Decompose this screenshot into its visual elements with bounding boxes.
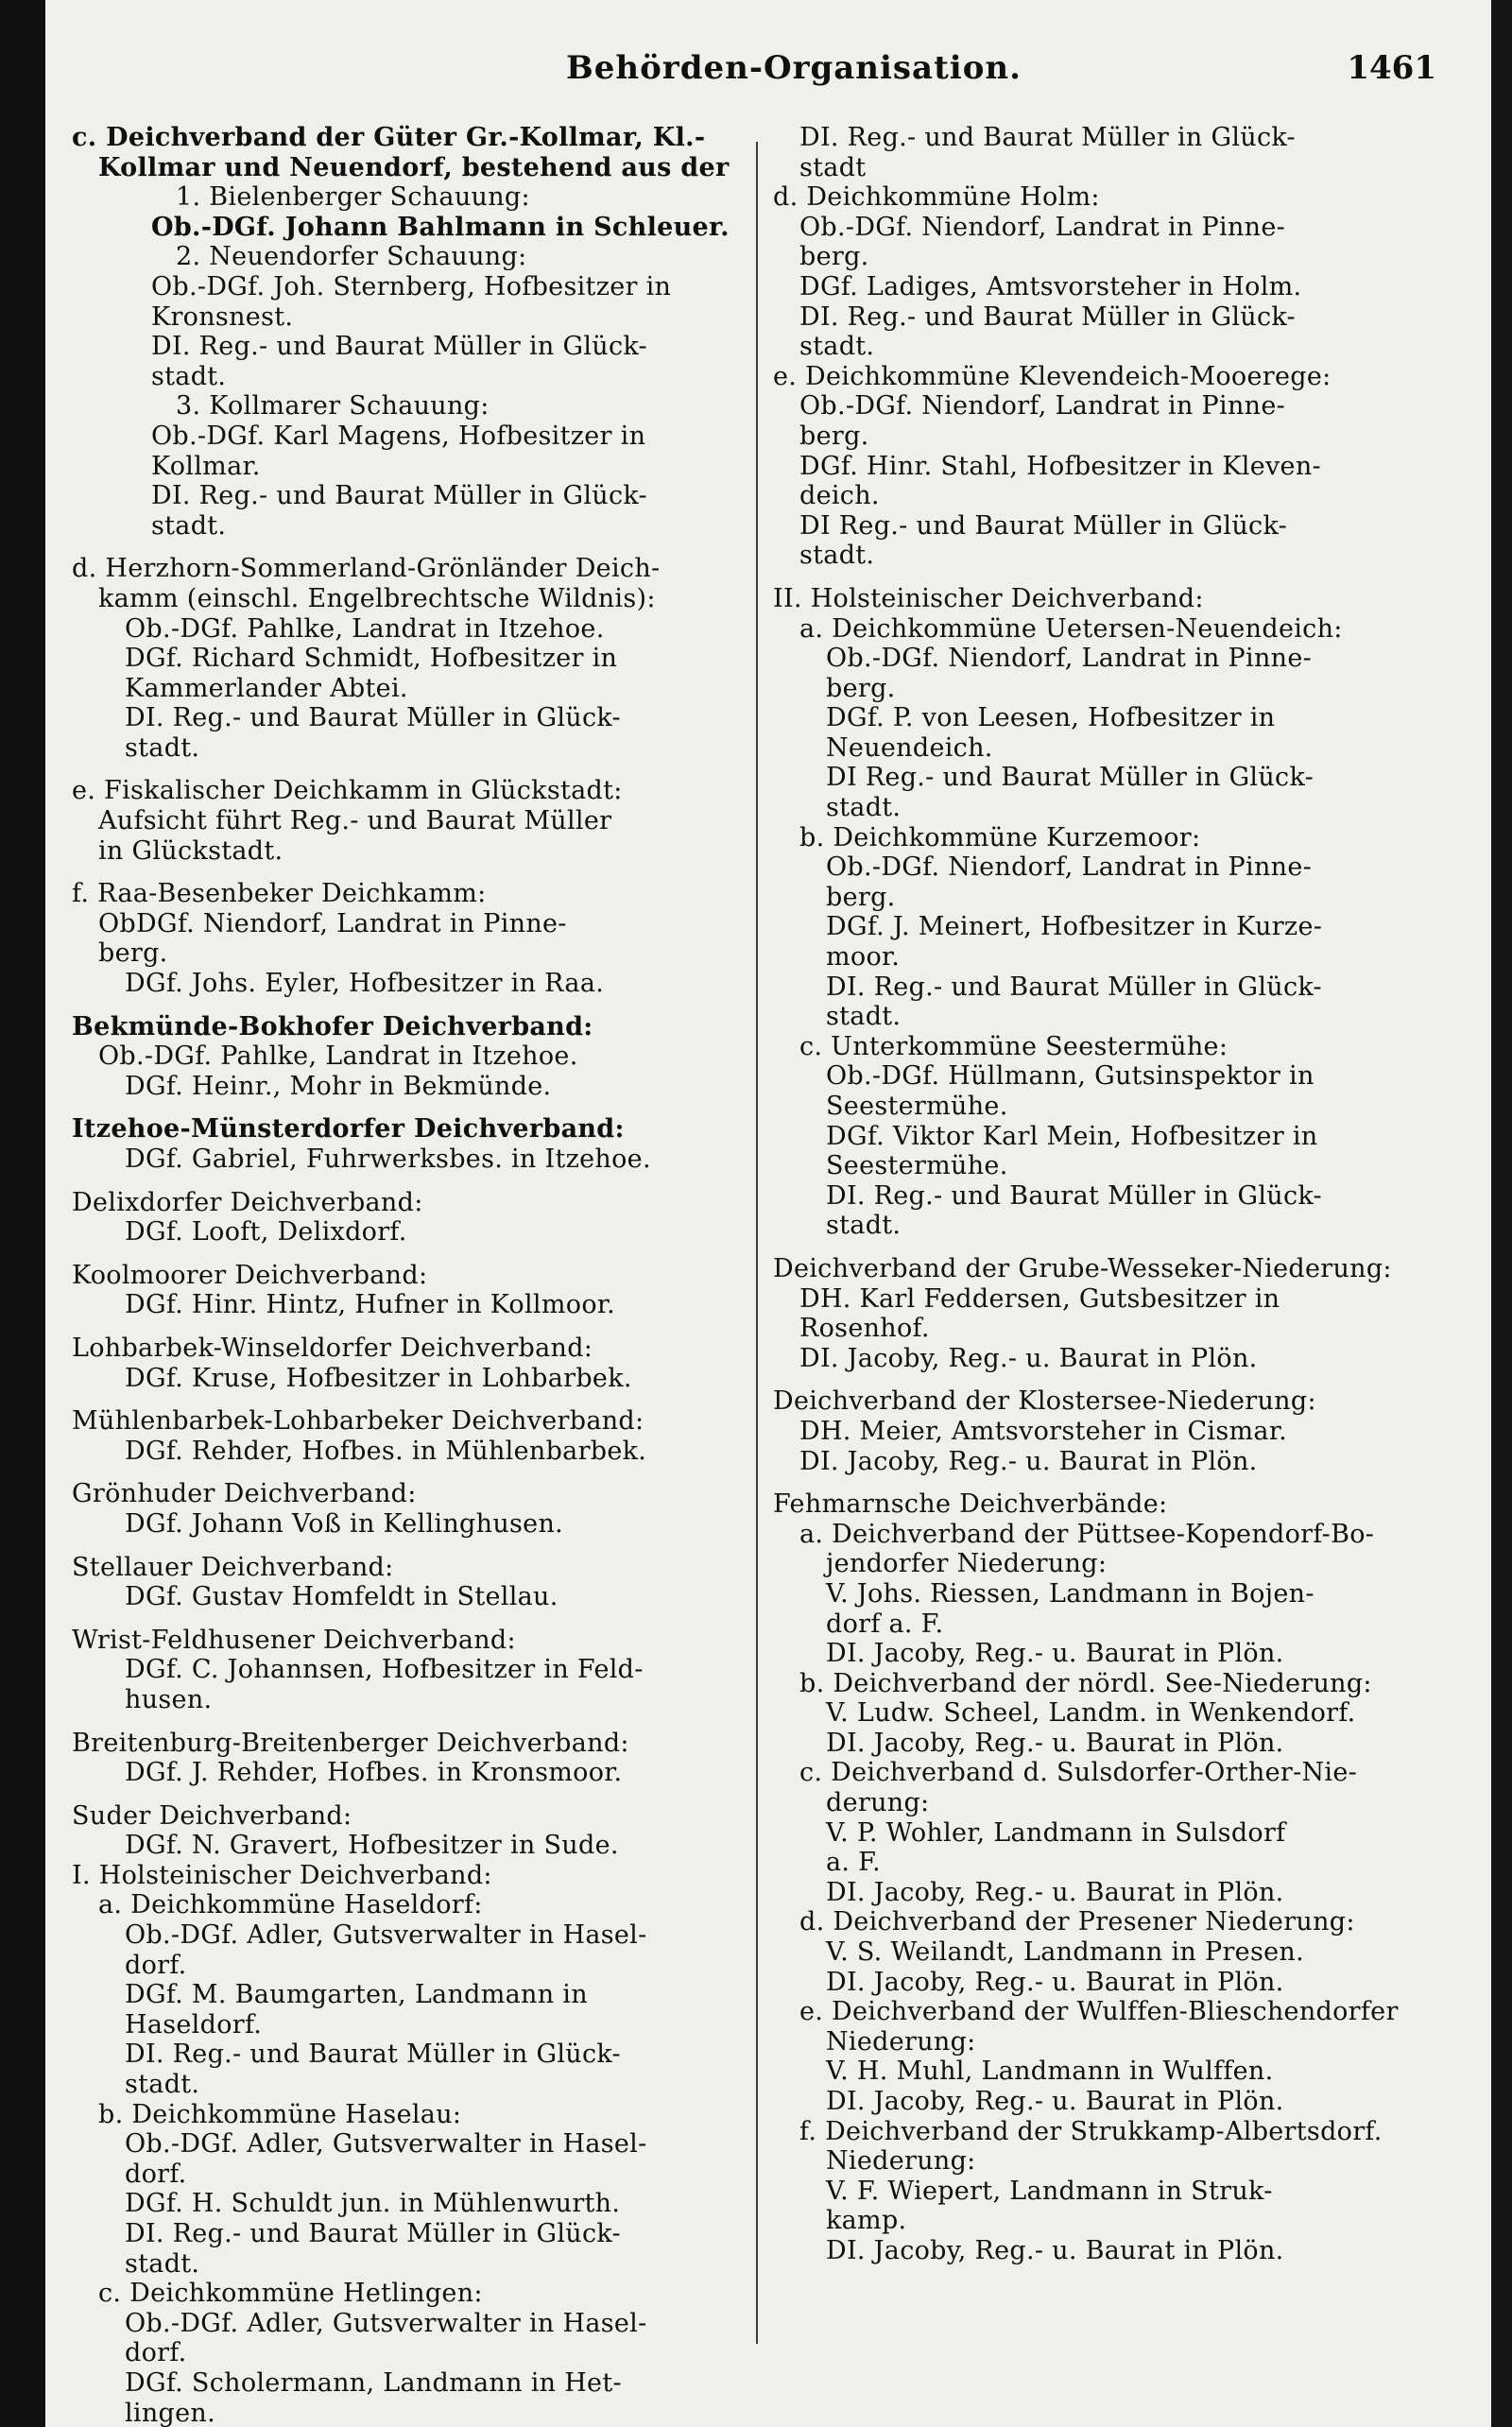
text-line: Breitenburg-Breitenberger Deichverband:	[72, 1728, 629, 1758]
text-line: DGf. Looft, Delixdorf.	[125, 1217, 407, 1248]
text-line: DGf. N. Gravert, Hofbesitzer in Sude.	[125, 1831, 619, 1861]
text-line: dorf a. F.	[826, 1609, 944, 1639]
line-spacer	[72, 1393, 743, 1406]
text-line: DI. Reg.- und Baurat Müller in Glück-	[799, 123, 1296, 152]
text-line: dorf.	[125, 1950, 187, 1980]
text-line: Ob.-DGf. Joh. Sternberg, Hofbesitzer in	[151, 271, 672, 301]
text-line: lingen.	[125, 2398, 215, 2427]
text-line: husen.	[125, 1684, 213, 1714]
text-line: DGf. Kruse, Hofbesitzer in Lohbarbek.	[125, 1363, 632, 1393]
text-line: Niederung:	[826, 2146, 976, 2177]
text-line: Ob.-DGf. Hüllmann, Gutsinspektor in	[826, 1061, 1314, 1092]
text-line: Suder Deichverband:	[72, 1800, 352, 1831]
text-line: DGf. Heinr., Mohr in Bekmünde.	[125, 1071, 552, 1101]
text-line: Ob.-DGf. Pahlke, Landrat in Itzehoe.	[98, 1041, 578, 1072]
scan-edge-right	[1491, 0, 1512, 2427]
line-spacer	[72, 1101, 743, 1114]
text-line: jendorfer Niederung:	[826, 1549, 1108, 1579]
text-line: Itzehoe-Münsterdorfer Deichverband:	[72, 1114, 625, 1145]
text-line: DH. Meier, Amtsvorsteher in Cismar.	[799, 1416, 1287, 1446]
text-line: DGf. Hinr. Hintz, Hufner in Kollmoor.	[125, 1290, 615, 1320]
text-line: Lohbarbek-Winseldorfer Deichverband:	[72, 1333, 593, 1363]
text-line: DI. Jacoby, Reg.- u. Baurat in Plön.	[826, 1877, 1284, 1907]
text-line: V. F. Wiepert, Landmann in Struk-	[826, 2176, 1273, 2206]
line-spacer	[773, 1373, 1453, 1386]
text-line: II. Holsteinischer Deichverband:	[773, 583, 1204, 613]
text-line: c. Deichverband der Güter Gr.-Kollmar, Kl.-	[72, 123, 706, 152]
scan-edge-left	[0, 0, 45, 2427]
text-line: DI. Jacoby, Reg.- u. Baurat in Plön.	[826, 1728, 1284, 1758]
page-number: 1461	[1347, 49, 1436, 87]
text-line: Ob.-DGf. Niendorf, Landrat in Pinne-	[826, 852, 1313, 883]
text-line: DI. Reg.- und Baurat Müller in Glück-	[151, 481, 647, 511]
text-line: in Glückstadt.	[98, 835, 284, 866]
text-line: b. Deichkommüne Kurzemoor:	[799, 822, 1201, 852]
text-line: b. Deichverband der nördl. See-Niederung:	[799, 1668, 1372, 1698]
text-line: DGf. Richard Schmidt, Hofbesitzer in	[125, 644, 618, 674]
text-line: DGf. C. Johannsen, Hofbesitzer in Feld-	[125, 1655, 644, 1685]
text-line: Ob.-DGf. Niendorf, Landrat in Pinne-	[799, 391, 1286, 422]
text-line: DGf. J. Rehder, Hofbes. in Kronsmoor.	[125, 1758, 623, 1788]
text-line: V. S. Weilandt, Landmann in Presen.	[826, 1937, 1304, 1968]
text-line: DGf. Gabriel, Fuhrwerksbes. in Itzehoe.	[125, 1145, 651, 1174]
line-spacer	[72, 1540, 743, 1553]
text-line: V. Johs. Riessen, Landmann in Bojen-	[826, 1578, 1314, 1609]
text-line: kamm (einschl. Engelbrechtsche Wildnis):	[98, 583, 656, 613]
text-line: DI. Reg.- und Baurat Müller in Glück-	[125, 2219, 621, 2248]
text-line: d. Deichkommüne Holm:	[773, 182, 1100, 213]
text-line: b. Deichkommüne Haselau:	[98, 2099, 462, 2129]
text-line: Bekmünde-Bokhofer Deichverband:	[72, 1011, 593, 1041]
page-title: Behörden-Organisation.	[566, 49, 1022, 87]
text-line: DI. Jacoby, Reg.- u. Baurat in Plön.	[826, 1967, 1284, 1997]
line-spacer	[72, 1466, 743, 1479]
text-line: Kammerlander Abtei.	[125, 673, 408, 703]
text-line: d. Deichverband der Presener Niederung:	[799, 1907, 1355, 1937]
text-line: stadt.	[151, 361, 227, 391]
line-spacer	[72, 1715, 743, 1729]
left-column	[72, 123, 743, 2427]
line-spacer	[72, 1175, 743, 1188]
text-line: a. F.	[826, 1848, 881, 1878]
text-line: Deichverband der Grube-Wesseker-Niederung:	[773, 1253, 1392, 1283]
text-line: DI. Reg.- und Baurat Müller in Glück-	[151, 332, 647, 362]
text-line: f. Deichverband der Strukkamp-Albertsdorf.	[799, 2116, 1383, 2146]
text-line: Wrist-Feldhusener Deichverband:	[72, 1625, 516, 1655]
text-line: DH. Karl Feddersen, Gutsbesitzer in	[799, 1283, 1280, 1314]
text-line: berg.	[799, 242, 869, 272]
text-line: DI Reg.- und Baurat Müller in Glück-	[799, 510, 1288, 541]
text-line: c. Unterkommüne Seestermühe:	[799, 1031, 1228, 1061]
text-line: e. Deichkommüne Klevendeich-Mooerege:	[773, 361, 1332, 391]
text-line: DGf. J. Meinert, Hofbesitzer in Kurze-	[826, 912, 1323, 942]
text-line: DI. Reg.- und Baurat Müller in Glück-	[826, 1180, 1322, 1211]
text-line: DI. Jacoby, Reg.- u. Baurat in Plön.	[826, 2235, 1284, 2265]
text-line: a. Deichverband der Püttsee-Kopendorf-Bo-	[799, 1519, 1375, 1549]
text-line: Seestermühe.	[826, 1092, 1008, 1121]
text-line: DI. Jacoby, Reg.- u. Baurat in Plön.	[826, 1639, 1284, 1669]
text-line: Ob.-DGf. Karl Magens, Hofbesitzer in	[151, 421, 646, 451]
text-line: Neuendeich.	[826, 732, 993, 763]
text-line: stadt.	[799, 332, 875, 362]
text-line: DGf. Viktor Karl Mein, Hofbesitzer in	[826, 1121, 1318, 1151]
text-line: Ob.-DGf. Niendorf, Landrat in Pinne-	[826, 644, 1313, 674]
right-column	[773, 123, 1453, 2266]
text-line: Kollmar.	[151, 451, 261, 481]
text-line: Ob.-DGf. Johann Bahlmann in Schleuer.	[151, 212, 730, 242]
text-line: DGf. H. Schuldt jun. in Mühlenwurth.	[125, 2189, 621, 2219]
text-line: berg.	[826, 673, 896, 703]
line-spacer	[72, 1248, 743, 1261]
text-line: DI. Reg.- und Baurat Müller in Glück-	[125, 2040, 621, 2070]
text-line: DGf. Hinr. Stahl, Hofbesitzer in Kleven-	[799, 451, 1321, 481]
text-line: Ob.-DGf. Adler, Gutsverwalter in Hasel-	[125, 2129, 647, 2160]
line-spacer	[72, 1320, 743, 1334]
text-line: V. H. Muhl, Landmann in Wulffen.	[826, 2057, 1274, 2087]
text-line: Koolmoorer Deichverband:	[72, 1260, 428, 1290]
text-line: DGf. Ladiges, Amtsvorsteher in Holm.	[799, 271, 1302, 301]
text-line: e. Fiskalischer Deichkamm in Glückstadt:	[72, 776, 623, 806]
text-line: a. Deichkommüne Uetersen-Neuendeich:	[799, 613, 1343, 644]
text-line: stadt.	[151, 510, 227, 541]
text-line: DI. Reg.- und Baurat Müller in Glück-	[125, 703, 621, 733]
line-spacer	[773, 571, 1453, 584]
text-line: dorf.	[125, 2159, 187, 2189]
text-line: stadt.	[125, 732, 200, 763]
text-line: Ob.-DGf. Adler, Gutsverwalter in Hasel-	[125, 1920, 647, 1951]
text-line: c. Deichkommüne Hetlingen:	[98, 2279, 483, 2309]
text-line: stadt	[799, 152, 867, 182]
text-line: f. Raa-Besenbeker Deichkamm:	[72, 879, 487, 909]
text-line: deich.	[799, 481, 880, 511]
text-line: Ob.-DGf. Niendorf, Landrat in Pinne-	[799, 212, 1286, 242]
text-line: Ob.-DGf. Pahlke, Landrat in Itzehoe.	[125, 613, 605, 644]
text-line: berg.	[826, 882, 896, 912]
text-line: DGf. Gustav Homfeldt in Stellau.	[125, 1582, 558, 1612]
line-spacer	[72, 541, 743, 554]
text-line: Niederung:	[826, 2026, 976, 2057]
text-line: Kronsnest.	[151, 301, 294, 332]
line-spacer	[72, 866, 743, 879]
text-line: derung:	[826, 1788, 930, 1818]
text-line: Deichverband der Klostersee-Niederung:	[773, 1386, 1316, 1417]
text-line: Seestermühe.	[826, 1151, 1008, 1181]
text-line: moor.	[826, 942, 901, 973]
text-line: 1. Bielenberger Schauung:	[176, 182, 530, 213]
text-line: Haseldorf.	[125, 2009, 263, 2040]
line-spacer	[72, 763, 743, 776]
line-spacer	[72, 1788, 743, 1801]
line-spacer	[773, 1476, 1453, 1489]
text-line: DGf. Johann Voß in Kellinghusen.	[125, 1508, 564, 1539]
text-line: berg.	[98, 938, 168, 969]
text-line: stadt.	[826, 793, 902, 823]
text-line: stadt.	[125, 2070, 200, 2100]
text-line: Stellauer Deichverband:	[72, 1552, 394, 1582]
text-line: DGf. Scholermann, Landmann in Het-	[125, 2367, 622, 2398]
text-line: stadt.	[826, 1002, 902, 1032]
text-line: DI Reg.- und Baurat Müller in Glück-	[826, 763, 1314, 793]
text-line: DI. Jacoby, Reg.- u. Baurat in Plön.	[826, 2087, 1284, 2116]
text-line: c. Deichverband d. Sulsdorfer-Orther-Nie-	[799, 1758, 1358, 1788]
text-line: DGf. Johs. Eyler, Hofbesitzer in Raa.	[125, 969, 605, 999]
column-divider	[756, 142, 758, 2344]
text-line: DI. Jacoby, Reg.- u. Baurat in Plön.	[799, 1446, 1258, 1476]
text-line: stadt.	[826, 1211, 902, 1241]
text-line: Mühlenbarbek-Lohbarbeker Deichverband:	[72, 1406, 644, 1437]
text-line: Kollmar und Neuendorf, bestehend aus der	[98, 152, 730, 182]
text-line: d. Herzhorn-Sommerland-Grönländer Deich-	[72, 554, 661, 584]
text-line: Rosenhof.	[799, 1314, 930, 1344]
text-line: Ob.-DGf. Adler, Gutsverwalter in Hasel-	[125, 2308, 647, 2338]
line-spacer	[72, 999, 743, 1012]
text-line: e. Deichverband der Wulffen-Blieschendorfer	[799, 1997, 1399, 2027]
text-line: V. Ludw. Scheel, Landm. in Wenkendorf.	[826, 1698, 1356, 1729]
text-line: dorf.	[125, 2338, 187, 2368]
text-line: DGf. M. Baumgarten, Landmann in	[125, 1980, 588, 2010]
text-line: DI. Reg.- und Baurat Müller in Glück-	[799, 301, 1296, 332]
text-line: I. Holsteinischer Deichverband:	[72, 1860, 492, 1890]
text-line: 3. Kollmarer Schauung:	[176, 391, 490, 422]
text-line: Aufsicht führt Reg.- und Baurat Müller	[98, 806, 612, 836]
line-spacer	[72, 1612, 743, 1626]
text-line: Delixdorfer Deichverband:	[72, 1187, 423, 1217]
text-line: 2. Neuendorfer Schauung:	[176, 242, 527, 272]
text-line: Grönhuder Deichverband:	[72, 1479, 417, 1509]
text-line: berg.	[799, 421, 869, 451]
text-line: DI. Jacoby, Reg.- u. Baurat in Plön.	[799, 1343, 1258, 1373]
text-line: DGf. Rehder, Hofbes. in Mühlenbarbek.	[125, 1436, 647, 1466]
text-line: stadt.	[125, 2248, 200, 2279]
text-line: DGf. P. von Leesen, Hofbesitzer in	[826, 703, 1276, 733]
text-line: stadt.	[799, 541, 875, 571]
line-spacer	[773, 1241, 1453, 1254]
text-line: DI. Reg.- und Baurat Müller in Glück-	[826, 972, 1322, 1002]
text-line: V. P. Wohler, Landmann in Sulsdorf	[826, 1817, 1286, 1848]
text-line: ObDGf. Niendorf, Landrat in Pinne-	[98, 908, 567, 938]
text-line: kamp.	[826, 2206, 907, 2236]
text-line: a. Deichkommüne Haseldorf:	[98, 1890, 483, 1920]
text-line: Fehmarnsche Deichverbände:	[773, 1489, 1168, 1520]
